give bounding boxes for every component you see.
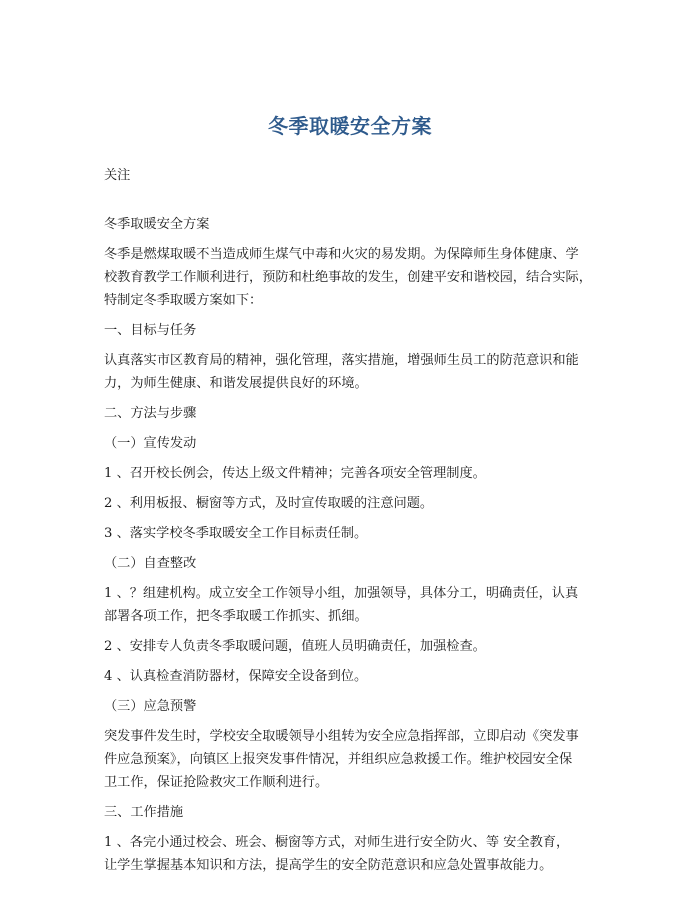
section-heading-methods: 二、方法与步骤	[104, 406, 197, 421]
list-item-line: 1 、？组建机构。成立安全工作领导小组，加强领导，具体分工，明确责任，认真	[104, 586, 579, 601]
list-item	[104, 582, 604, 628]
goals-line: 力，为师生健康、和谐发展提供良好的环境。	[104, 376, 368, 391]
list-item: 2 、利用板报、橱窗等方式，及时宣传取暖的注意问题。	[104, 496, 434, 511]
list-item-line: 1 、各完小通过校会、班会、橱窗等方式，对师生进行安全防火、等 安全教育，	[104, 835, 570, 850]
intro-line: 冬季是燃煤取暖不当造成师生煤气中毒和火灾的易发期。为保障师生身体健康、学	[104, 247, 579, 262]
list-item: 2 、安排专人负责冬季取暖问题，值班人员明确责任，加强检查。	[104, 639, 486, 654]
goals-paragraph	[104, 349, 604, 395]
subtitle: 冬季取暖安全方案	[104, 217, 210, 232]
section-heading-measures: 三、工作措施	[104, 805, 184, 820]
subsection-heading-emergency: （三）应急预警	[104, 699, 197, 714]
emergency-line: 卫工作，保证抢险救灾工作顺利进行。	[104, 775, 329, 790]
section-heading-goals: 一、目标与任务	[104, 323, 197, 338]
subsection-heading-publicity: （一）宣传发动	[104, 436, 197, 451]
list-item-line: 部署各项工作，把冬季取暖工作抓实、抓细。	[104, 609, 368, 624]
emergency-line: 突发事件发生时，学校安全取暖领导小组转为安全应急指挥部，立即启动《突发事	[104, 729, 579, 744]
intro-line: 特制定冬季取暖方案如下：	[104, 293, 263, 308]
document-title: 冬季取暖安全方案	[268, 114, 432, 138]
intro-line: 校教育教学工作顺利进行，预防和杜绝事故的发生，创建平安和谐校园，结合实际，	[104, 270, 592, 285]
list-item: 3 、落实学校冬季取暖安全工作目标责任制。	[104, 526, 368, 541]
emergency-paragraph	[104, 725, 604, 794]
subsection-heading-self-check: （二）自查整改	[104, 556, 197, 571]
list-item-line: 让学生掌握基本知识和方法，提高学生的安全防范意识和应急处置事故能力。	[104, 858, 553, 873]
emergency-line: 件应急预案》，向镇区上报突发事件情况，并组织应急救援工作。维护校园安全保	[104, 752, 573, 767]
intro-paragraph	[104, 243, 604, 312]
document-body	[104, 164, 604, 884]
list-item: 4 、认真检查消防器材，保障安全设备到位。	[104, 669, 368, 684]
goals-line: 认真落实市区教育局的精神，强化管理，落实措施，增强师生员工的防范意识和能	[104, 353, 579, 368]
list-item	[104, 831, 604, 877]
follow-link[interactable]: 关注	[104, 168, 131, 183]
list-item: 1 、召开校长例会，传达上级文件精神；完善各项安全管理制度。	[104, 466, 486, 481]
